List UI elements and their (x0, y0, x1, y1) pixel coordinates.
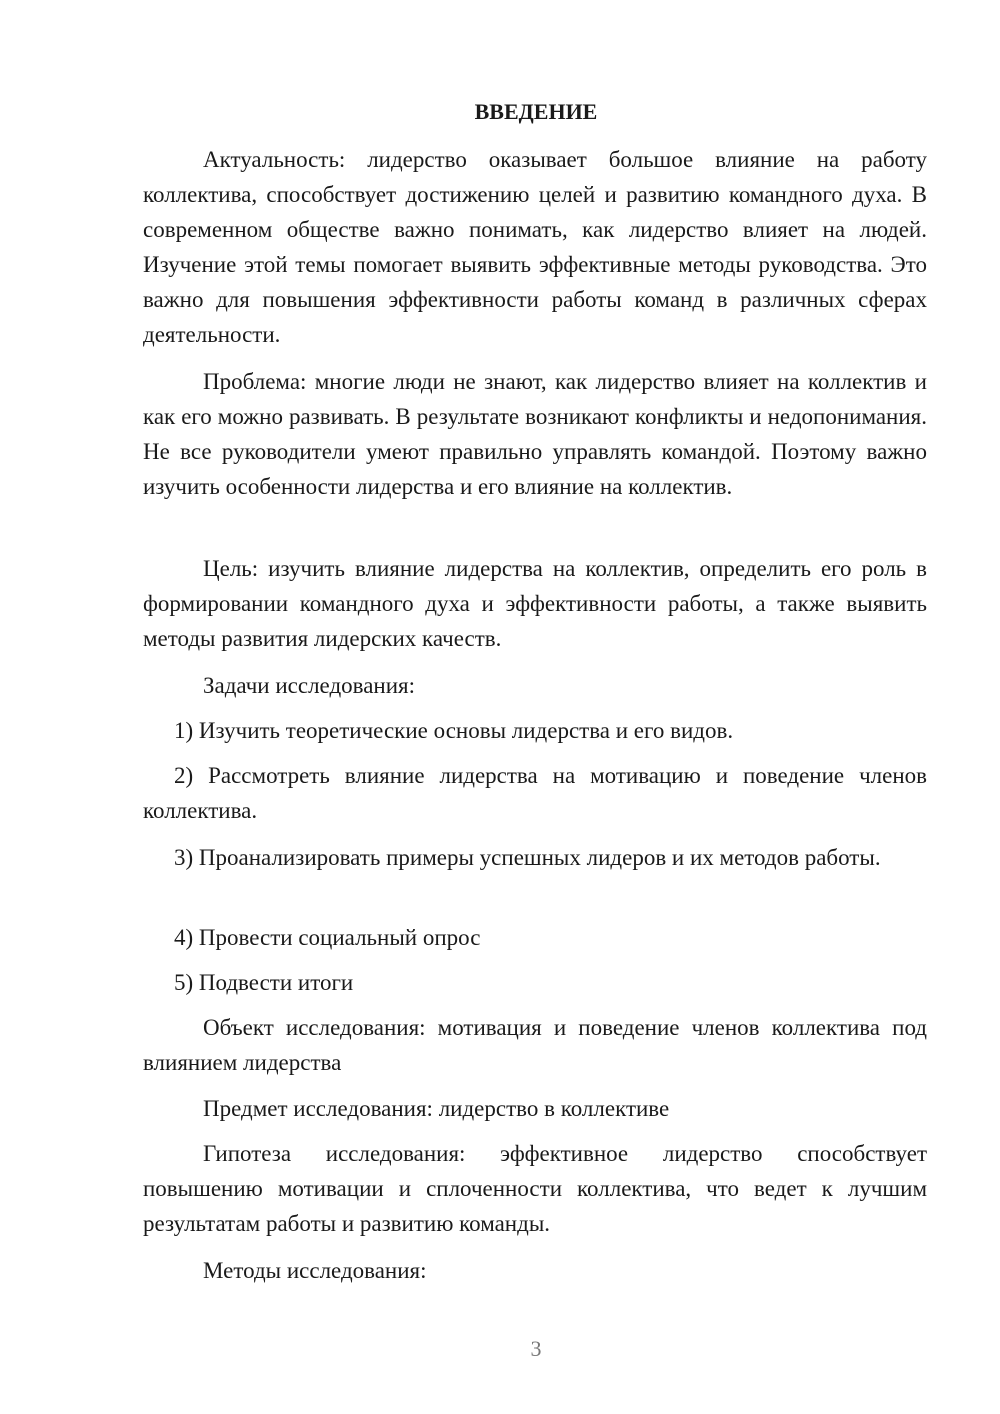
task-item-2: 2) Рассмотреть влияние лидерства на мотивацию и поведение членов коллектива. (143, 763, 927, 823)
task-item-3: 3) Проанализировать примеры успешных лидеров и их методов работы. (174, 845, 881, 870)
paragraph-problem: Проблема: многие люди не знают, как лидерство влияет на коллектив и как его можно развивать. В результате возникают конфликты и недопонимания. Не все руководители умеют правильно управлять командой. Поэтому важно изучить особенности лидерства и его влияние на коллектив. (143, 369, 927, 499)
paragraph-subject: Предмет исследования: лидерство в коллективе (203, 1096, 670, 1121)
paragraph-object: Объект исследования: мотивация и поведение членов коллектива под влиянием лидерства (143, 1015, 927, 1075)
paragraph-methods: Методы исследования: (203, 1258, 427, 1283)
paragraph-relevance: Актуальность: лидерство оказывает большое влияние на работу коллектива, способствует достижению целей и развитию командного духа. В современном обществе важно понимать, как лидерство влияет на людей. Изучение этой темы помогает выявить эффективные методы руководства. Это важно для повышения эффективности работы команд в различных сферах деятельности. (143, 147, 927, 347)
paragraph-tasks-title: Задачи исследования: (203, 673, 416, 698)
task-item-1: 1) Изучить теоретические основы лидерства и его видов. (174, 718, 734, 743)
page-number: 3 (530, 1336, 542, 1361)
paragraph-hypothesis: Гипотеза исследования: эффективное лидерство способствует повышению мотивации и сплоченности коллектива, что ведет к лучшим результатам работы и развитию команды. (143, 1141, 927, 1236)
paragraph-goal: Цель: изучить влияние лидерства на коллектив, определить его роль в формировании командного духа и эффективности работы, а также выявить методы развития лидерских качеств. (143, 556, 927, 651)
task-item-4: 4) Провести социальный опрос (174, 925, 481, 950)
section-heading: ВВЕДЕНИЕ (474, 99, 598, 124)
task-item-5: 5) Подвести итоги (174, 970, 354, 995)
